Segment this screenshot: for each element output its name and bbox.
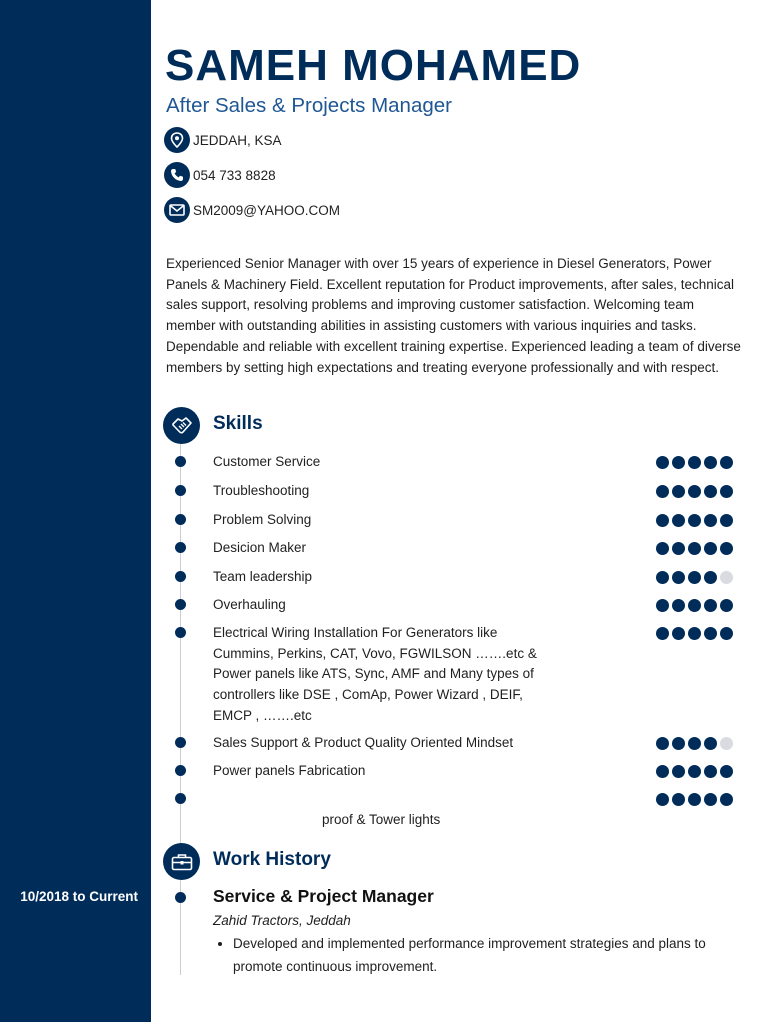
skill-name: Power panels Fabrication: [213, 763, 366, 778]
rating-dot-filled: [688, 514, 701, 527]
skill-name: Sales Support & Product Quality Oriented Mindset: [213, 735, 514, 750]
skills-heading: Skills: [213, 413, 263, 434]
rating-dot-filled: [688, 571, 701, 584]
skill-rating: [656, 542, 736, 555]
rating-dot-filled: [656, 514, 669, 527]
rating-dot-filled: [688, 627, 701, 640]
skill-continuation-text: proof & Tower lights: [322, 812, 441, 827]
rating-dot-filled: [656, 456, 669, 469]
skill-name: Overhauling: [213, 597, 286, 612]
phone-icon: [164, 162, 190, 188]
skill-name: Customer Service: [213, 454, 321, 469]
rating-dot-filled: [720, 456, 733, 469]
rating-dot-filled: [672, 456, 685, 469]
rating-dot-filled: [704, 599, 717, 612]
rating-dot-filled: [672, 765, 685, 778]
email-text: SM2009@YAHOO.COM: [193, 202, 340, 218]
timeline-dot: [175, 737, 186, 748]
skill-name: Electrical Wiring Installation For Generators like Cummins, Perkins, CAT, Vovo, FGWILSON …….etc & Power panels like ATS, Sync, AMF and Many types of controllers like DSE , ComAp, Power Wizard , DEIF, EMCP , …….etc: [213, 625, 537, 723]
rating-dot-filled: [720, 793, 733, 806]
rating-dot-filled: [656, 485, 669, 498]
handshake-icon: [163, 407, 200, 444]
rating-dot-empty: [720, 737, 733, 750]
skill-name: Troubleshooting: [213, 483, 310, 498]
timeline-dot: [175, 542, 186, 553]
rating-dot-filled: [720, 485, 733, 498]
timeline-dot: [175, 793, 186, 804]
job-position-title: Service & Project Manager: [213, 886, 434, 906]
rating-dot-filled: [672, 793, 685, 806]
skill-rating: [656, 793, 736, 806]
rating-dot-filled: [656, 737, 669, 750]
skill-name: Problem Solving: [213, 512, 312, 527]
rating-dot-filled: [656, 765, 669, 778]
contact-email: [164, 197, 340, 223]
rating-dot-filled: [672, 599, 685, 612]
timeline-dot: [175, 599, 186, 610]
envelope-icon: [164, 197, 190, 223]
work-history-heading: Work History: [213, 849, 331, 870]
rating-dot-filled: [688, 793, 701, 806]
timeline-dot: [175, 571, 186, 582]
rating-dot-filled: [704, 627, 717, 640]
skill-rating: [656, 456, 736, 469]
rating-dot-filled: [672, 737, 685, 750]
rating-dot-filled: [656, 627, 669, 640]
rating-dot-filled: [672, 542, 685, 555]
rating-dot-empty: [720, 571, 733, 584]
rating-dot-filled: [704, 456, 717, 469]
timeline-dot: [175, 892, 186, 903]
skill-rating: [656, 514, 736, 527]
rating-dot-filled: [704, 571, 717, 584]
skill-rating: [656, 627, 736, 640]
rating-dot-filled: [720, 627, 733, 640]
job-responsibilities: [213, 932, 753, 978]
professional-summary: Experienced Senior Manager with over 15 years of experience in Diesel Generators, Power Panels & Machinery Field. Excellent reputation for Product improvements, after sales, technical sales support, resolving problems and improving customer satisfaction. Welcoming team member with outstanding abilities in assisting customers with various inquiries and tasks. Dependable and reliable with excellent training expertise. Experienced leading a team of diverse members by setting high expectations and treating everyone professionally and with respect.: [166, 256, 741, 375]
rating-dot-filled: [688, 765, 701, 778]
rating-dot-filled: [672, 485, 685, 498]
sidebar: [0, 0, 151, 1022]
contact-phone: [164, 162, 276, 188]
phone-text: 054 733 8828: [193, 167, 276, 183]
rating-dot-filled: [656, 542, 669, 555]
rating-dot-filled: [704, 765, 717, 778]
skill-rating: [656, 599, 736, 612]
job-company: Zahid Tractors, Jeddah: [213, 913, 351, 928]
skill-rating: [656, 765, 736, 778]
rating-dot-filled: [688, 485, 701, 498]
rating-dot-filled: [688, 599, 701, 612]
rating-dot-filled: [688, 542, 701, 555]
rating-dot-filled: [656, 599, 669, 612]
rating-dot-filled: [704, 793, 717, 806]
location-pin-icon: [164, 127, 190, 153]
rating-dot-filled: [720, 765, 733, 778]
rating-dot-filled: [688, 737, 701, 750]
skill-rating: [656, 571, 736, 584]
rating-dot-filled: [704, 737, 717, 750]
skill-rating: [656, 737, 736, 750]
timeline-dot: [175, 485, 186, 496]
contact-location: [164, 127, 282, 153]
rating-dot-filled: [704, 542, 717, 555]
skill-name: Desicion Maker: [213, 540, 307, 555]
rating-dot-filled: [656, 793, 669, 806]
rating-dot-filled: [688, 456, 701, 469]
timeline-dot: [175, 456, 186, 467]
job-date: 10/2018 to Current: [20, 889, 138, 904]
rating-dot-filled: [704, 485, 717, 498]
rating-dot-filled: [720, 599, 733, 612]
rating-dot-filled: [704, 514, 717, 527]
rating-dot-filled: [720, 542, 733, 555]
rating-dot-filled: [656, 571, 669, 584]
skill-name: Team leadership: [213, 569, 313, 584]
rating-dot-filled: [672, 571, 685, 584]
candidate-name: SAMEH MOHAMED: [165, 41, 582, 90]
location-text: JEDDAH, KSA: [193, 132, 282, 148]
rating-dot-filled: [720, 514, 733, 527]
rating-dot-filled: [672, 627, 685, 640]
briefcase-icon: [163, 843, 200, 880]
timeline-dot: [175, 514, 186, 525]
job-title-headline: After Sales & Projects Manager: [166, 94, 452, 117]
job-bullet: • Developed and implemented performance improvement strategies and plans to promote continuous improvement.: [233, 932, 753, 978]
skill-rating: [656, 485, 736, 498]
rating-dot-filled: [672, 514, 685, 527]
timeline-dot: [175, 765, 186, 776]
timeline-dot: [175, 627, 186, 638]
